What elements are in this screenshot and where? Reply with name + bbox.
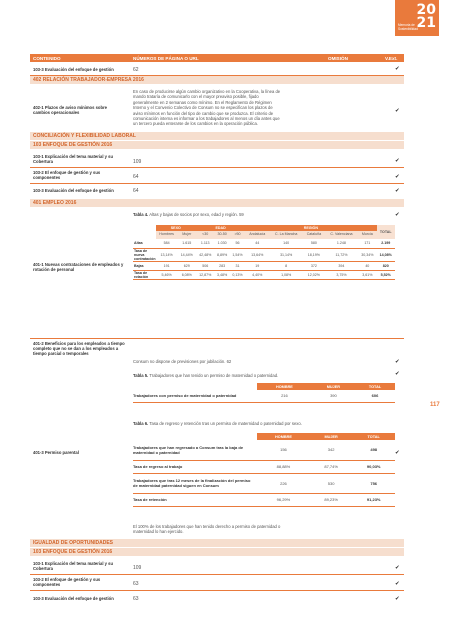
table4-row-label: Altas [133, 239, 156, 248]
table5-col-total: TOTAL [355, 383, 395, 390]
table4-cell: 18,19% [303, 248, 325, 261]
table4-cell: 1.615 [178, 239, 196, 248]
table4-group-edad: EDAD [196, 225, 245, 231]
table4-row-label: Tasa de rotación [133, 270, 156, 279]
table6-cell-total: 756 [370, 480, 378, 486]
table6-cell: 342 [327, 447, 335, 453]
table4-cell: 584 [156, 239, 178, 248]
check-icon: ✔ [395, 108, 400, 114]
table4-row [133, 270, 395, 279]
table4-cell: 12,87% [196, 270, 214, 279]
table4-cell: 13,14% [156, 248, 178, 261]
table4-sub: Mujer [178, 231, 196, 239]
table4-row [133, 261, 395, 270]
table4-cell-total: 14,08% [377, 248, 395, 261]
table4-cell: 44 [245, 239, 269, 248]
table4-sub: <30 [196, 231, 214, 239]
table4-cell: 5,46% [156, 270, 178, 279]
table4-row [133, 248, 395, 261]
check-icon: ✔ [395, 359, 400, 365]
row-103-3c-value: 63 [133, 596, 139, 602]
row-103-3b-value: 64 [133, 188, 139, 194]
row-402-1-label: 402-1 Plazos de aviso mínimos sobre cambios operacionales [33, 105, 108, 115]
table4-cell: 40 [358, 261, 376, 270]
check-icon: ✔ [395, 212, 400, 218]
row-103-3b-label: 103-3 Evaluación del enfoque de gestión [33, 188, 114, 193]
table6-row-label: Trabajadores que han regresado a Consum tras la baja de maternidad o paternidad [133, 444, 244, 455]
table5-cell-total: 606 [371, 393, 379, 399]
table6-row [133, 460, 395, 473]
table4-sub: Murcia [358, 231, 376, 239]
row-103-1-label: 103-1 Explicación del tema material y su Cobertura [33, 154, 114, 164]
table5-col-hombre: HOMBRE [257, 383, 312, 390]
table4 [133, 225, 395, 280]
table6-row [133, 493, 395, 506]
table4-row-label: Tasa de nueva contratación [134, 248, 156, 261]
table4-cell: 42,48% [196, 248, 214, 261]
table4-cell: 629 [178, 261, 196, 270]
table6-row-label: Tasa de retención [133, 497, 167, 502]
table6-row [133, 440, 395, 460]
row-103-2c-value: 63 [133, 581, 139, 587]
table5-row-label: Trabajadores con permiso de maternidad o paternidad [133, 393, 237, 399]
table6-cell: 530 [327, 480, 335, 486]
table6-caption: Tabla 6. Tasa de regreso y retención tras un permiso de maternidad o paternidad por sexo. [133, 421, 302, 426]
header-paginas: NÚMEROS DE PÁGINA O URL [133, 55, 199, 61]
table4-cell: 171 [358, 239, 376, 248]
logo-year: 20 21 [416, 2, 436, 31]
table4-group-sexo: SEXO [156, 225, 196, 231]
row-103-1c-label: 103-1 Explicación del tema material y su Cobertura [33, 561, 114, 571]
table6-row [133, 473, 395, 493]
table6-cell: 88,88% [276, 464, 291, 469]
table6-cell: 96,29% [276, 497, 291, 502]
row-401-3-note: El 100% de los trabajadores que han tenido derecho a permiso de paternidad o maternidad lo han ejercido. [133, 524, 281, 535]
check-icon: ✔ [395, 450, 400, 456]
table6-cell-total: 90,03% [366, 464, 381, 469]
table4-row [133, 239, 395, 248]
table6-col-mujer: MUJER [310, 433, 353, 440]
table4-cell: 506 [196, 261, 214, 270]
table5-col-mujer: MUJER [312, 383, 355, 390]
logo-caption: Memoria de Sostenibilidad [398, 23, 418, 31]
divider [30, 574, 404, 575]
row-103-1c-value: 109 [133, 565, 142, 571]
row-103-3c-label: 103-3 Evaluación del enfoque de gestión [33, 596, 114, 601]
row-401-1-label: 401-1 Nuevas contrataciones de empleados y rotación de personal [33, 262, 124, 272]
check-icon: ✔ [395, 371, 400, 377]
table6-row-label: Tasa de regreso al trabajo [133, 464, 183, 469]
table4-cell-total: 5,52% [377, 270, 395, 279]
row-103-2-value: 64 [133, 174, 139, 180]
section-401: 401 EMPLEO 2016 [30, 199, 404, 207]
table4-cell: 19 [245, 261, 269, 270]
table6-cell-total: 91,23% [366, 497, 381, 502]
table4-cell: 56 [230, 239, 245, 248]
check-icon: ✔ [395, 188, 400, 194]
table4-sub: C. Valenciana [325, 231, 358, 239]
table4-cell: 12,02% [303, 270, 325, 279]
table4-group-region: REGIÓN [245, 225, 376, 231]
table4-cell: 580 [303, 239, 325, 248]
table4-cell: 14,44% [178, 248, 196, 261]
table5 [133, 383, 395, 403]
table4-sub: 30-50 [214, 231, 229, 239]
check-icon: ✔ [395, 174, 400, 180]
table4-cell: 31,14% [269, 248, 303, 261]
table4-cell: 3,75% [325, 270, 358, 279]
table4-row-label: Bajas [133, 261, 156, 270]
table6-cell: 89,23% [324, 497, 338, 502]
table6-col-total: TOTAL [352, 433, 395, 440]
divider [30, 167, 404, 168]
table4-cell: 1.030 [214, 239, 229, 248]
table4-sub: Hombres [156, 231, 178, 239]
table4-cell: 8,89% [214, 248, 229, 261]
header-contenido: CONTENIDO [33, 55, 61, 61]
row-401-2-text: Consum no dispone de previsiones por jubilación. 62 [133, 359, 232, 364]
table4-cell: 1.248 [325, 239, 358, 248]
table6-cell-total: 498 [370, 447, 378, 453]
table6-cell: 156 [280, 447, 287, 453]
table4-cell: 4,40% [245, 270, 269, 279]
table4-caption: Tabla 4. Altas y bajas de socios por sexo, edad y región. 59 [133, 212, 244, 217]
table5-cell: 216 [281, 393, 288, 399]
table5-caption: Tabla 5. Trabajadores que han tenido un permiso de maternidad o paternidad. [133, 373, 279, 378]
table6-row-label: Trabajadores que tras 12 meses de la finalización del permiso de maternidad paternidad siguen en Consum [133, 478, 251, 488]
section-402: 402 RELACIÓN TRABAJADOR-EMPRESA 2016 [30, 76, 404, 84]
row-401-3-label: 401-3 Permiso parental [33, 450, 79, 455]
table4-cell: 8 [269, 261, 303, 270]
section-conciliacion: CONCILIACIÓN Y FLEXIBILIDAD LABORAL [30, 132, 404, 140]
table4-cell: 6,08% [178, 270, 196, 279]
check-icon: ✔ [395, 596, 400, 602]
check-icon: ✔ [395, 565, 400, 571]
divider [30, 338, 404, 339]
table4-cell-total: 2.199 [377, 239, 395, 248]
table4-group-total: TOTAL [377, 225, 395, 239]
table4-cell: 3,61% [358, 270, 376, 279]
divider [30, 590, 404, 591]
page-number: 117 [430, 402, 440, 408]
table4-cell: 1,08% [269, 270, 303, 279]
table4-cell: 1.113 [196, 239, 214, 248]
row-103-3-label: 103-3 Evaluación del enfoque de gestión [33, 67, 114, 72]
divider [30, 183, 404, 184]
row-401-2-label: 401-2 Beneficios para los empleados a tiempo completo que no se dan a los empleados a tiempo parcial o temporales [33, 341, 125, 356]
row-103-2c-label: 103-2 El enfoque de gestión y sus componentes [33, 577, 101, 587]
table4-cell: 191 [156, 261, 178, 270]
row-103-2-label: 103-2 El enfoque de gestión y sus componentes [33, 170, 101, 180]
section-igualdad: IGUALDAD DE OPORTUNIDADES [30, 539, 404, 547]
row-103-1-value: 109 [133, 159, 142, 165]
table4-sub: Andalucía [245, 231, 269, 239]
header-omision: OMISIÓN [328, 55, 348, 61]
row-402-1-text: En caso de producirse algún cambio organizativo en la Cooperativa, la línea de mando trataría de comunicarlo con el mayor preaviso posible, fijado generalmente en 2 semanas como mínimo. En el Reglamento de Régimen Interno y el Convenio Colectivo de Consum no se especifican los plazos de aviso mínimos en función del tipo de cambio que se produzca. El criterio de comunicación interna es informar a los trabajadores al menos un día antes que un tercero pueda enterarse de los cambios en la operación pública. [133, 89, 281, 127]
table4-cell: 3,48% [214, 270, 229, 279]
report-logo [395, 0, 439, 36]
table4-cell: 11,72% [325, 248, 358, 261]
table4-cell: 372 [303, 261, 325, 270]
table4-cell: 1,54% [230, 248, 245, 261]
table6 [133, 433, 395, 507]
section-103-c: 103 ENFOQUE DE GESTIÓN 2016 [30, 548, 404, 556]
check-icon: ✔ [395, 158, 400, 164]
table4-cell: 30,34% [358, 248, 376, 261]
table6-cell: 87,74% [324, 464, 338, 469]
table4-sub: Cataluña [303, 231, 325, 239]
table6-col-hombre: HOMBRE [257, 433, 310, 440]
table4-sub: C. La Mancha [269, 231, 303, 239]
table4-cell-total: 820 [377, 261, 395, 270]
table4-cell: 0,13% [230, 270, 245, 279]
check-icon: ✔ [395, 581, 400, 587]
section-103-b: 103 ENFOQUE DE GESTIÓN 2016 [30, 141, 404, 149]
table4-cell: 283 [214, 261, 229, 270]
table4-cell: 140 [269, 239, 303, 248]
header-vext: V.Ext. [385, 55, 398, 61]
row-103-3-value: 62 [133, 67, 139, 73]
check-icon: ✔ [395, 66, 400, 72]
table-header [30, 54, 404, 62]
table4-cell: 394 [325, 261, 358, 270]
table5-cell: 390 [330, 393, 337, 399]
table4-sub: >50 [230, 231, 245, 239]
table4-cell: 31 [230, 261, 245, 270]
table6-cell: 226 [280, 480, 287, 486]
table4-cell: 13,64% [245, 248, 269, 261]
